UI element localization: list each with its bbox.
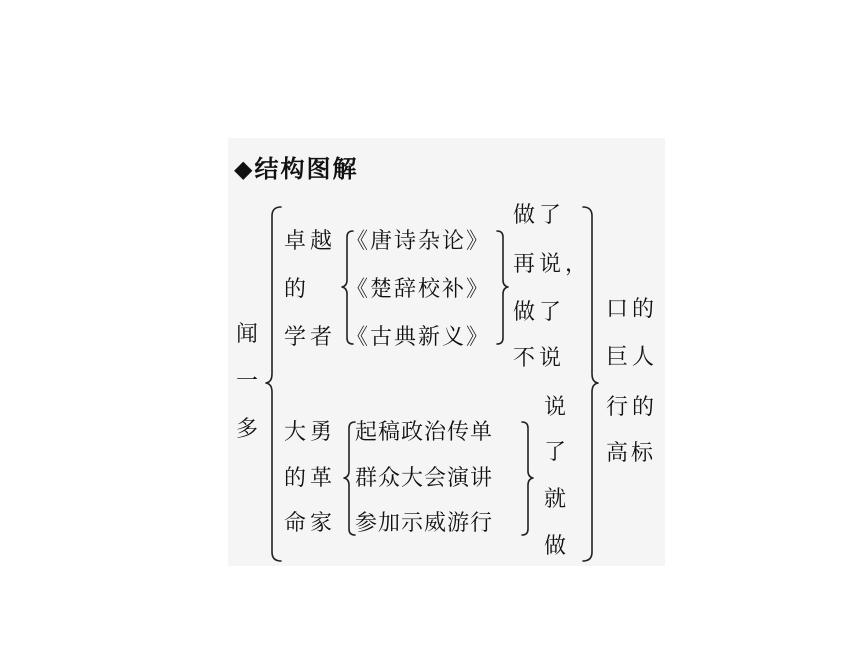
subject-char-2: 一: [236, 369, 263, 394]
work-item-3: 《古典新义》: [346, 325, 491, 350]
actions-left-brace: [344, 422, 355, 535]
conclusion-line-4: 高标: [606, 441, 657, 466]
subject-char-1: 闻: [236, 322, 263, 347]
scholar-label-line-2: 的: [284, 277, 311, 302]
revolutionary-motto-char-4: 做: [544, 534, 571, 559]
revolutionary-motto-char-3: 就: [544, 487, 571, 512]
revolutionary-label-line-2: 的革: [284, 466, 337, 491]
main-left-brace: [266, 207, 281, 561]
works-left-brace: [342, 231, 353, 344]
section-title: ◆结构图解: [234, 155, 359, 183]
revolutionary-label-line-1: 大勇: [284, 420, 337, 445]
action-item-3: 参加示威游行: [355, 511, 494, 536]
scholar-motto-line-2: 再说，: [513, 252, 592, 277]
conclusion-line-3: 行的: [606, 395, 659, 420]
scholar-motto-line-4: 不说: [513, 346, 566, 371]
work-item-2: 《楚辞校补》: [346, 277, 491, 302]
scholar-motto-line-1: 做了: [513, 203, 566, 228]
works-right-brace: [497, 231, 508, 344]
actions-right-brace: [522, 422, 533, 535]
action-item-1: 起稿政治传单: [355, 420, 494, 445]
scholar-label-line-1: 卓越: [284, 229, 337, 254]
scholar-label-line-3: 学者: [284, 325, 337, 350]
subject-char-3: 多: [236, 417, 263, 442]
revolutionary-label-line-3: 命家: [284, 511, 337, 536]
revolutionary-motto-char-1: 说: [544, 395, 571, 420]
work-item-1: 《唐诗杂论》: [346, 229, 491, 254]
scholar-motto-line-3: 做了: [513, 300, 566, 325]
main-right-brace: [583, 207, 598, 561]
conclusion-line-2: 巨人: [606, 345, 659, 370]
conclusion-line-1: 口的: [606, 297, 659, 322]
revolutionary-motto-char-2: 了: [544, 440, 571, 465]
action-item-2: 群众大会演讲: [355, 466, 494, 491]
